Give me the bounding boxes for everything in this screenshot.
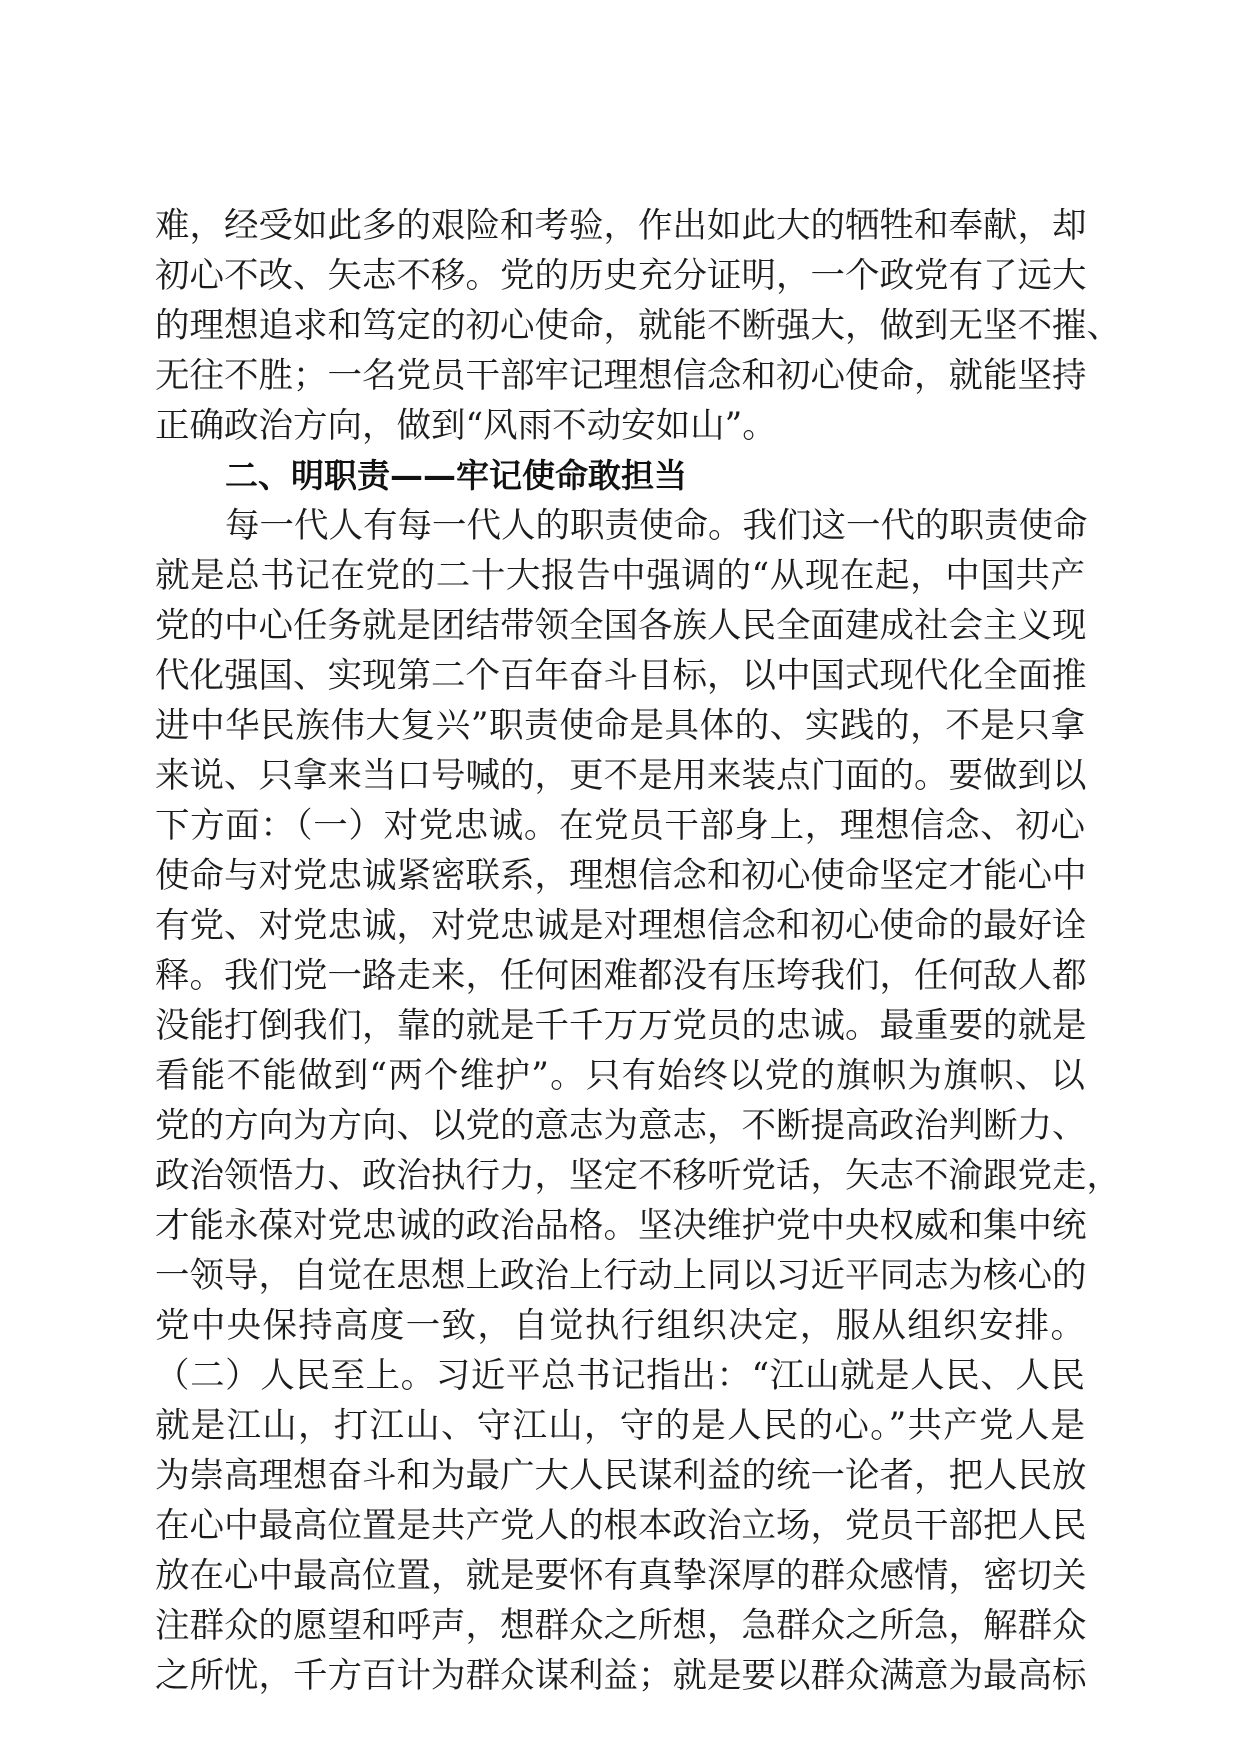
para2-line-22: 放在心中最高位置，就是要怀有真挚深厚的群众感情，密切关 (155, 1556, 1087, 1596)
para1-line-3: 的理想追求和笃定的初心使命，就能不断强大，做到无坚不摧、 (155, 306, 1121, 346)
para2-line-23: 注群众的愿望和呼声，想群众之所想，急群众之所急，解群众 (155, 1606, 1087, 1646)
para2-line-19: 就是江山，打江山、守江山，守的是人民的心。”共产党人是 (155, 1406, 1085, 1446)
para2-line-21: 在心中最高位置是共产党人的根本政治立场，党员干部把人民 (155, 1506, 1087, 1546)
para2-line-7: 下方面：（一）对党忠诚。在党员干部身上，理想信念、初心 (155, 806, 1085, 846)
para2-line-4: 代化强国、实现第二个百年奋斗目标，以中国式现代化全面推 (155, 656, 1087, 696)
para2-line-12: 看能不能做到“两个维护”。只有始终以党的旗帜为旗帜、以 (155, 1056, 1085, 1096)
para2-line-11: 没能打倒我们，靠的就是千千万万党员的忠诚。最重要的就是 (155, 1006, 1087, 1046)
para1-line-5: 正确政治方向，做到“风雨不动安如山”。 (155, 406, 777, 446)
para2-line-10: 释。我们党一路走来，任何困难都没有压垮我们，任何敌人都 (155, 956, 1087, 996)
para2-line-3: 党的中心任务就是团结带领全国各族人民全面建成社会主义现 (155, 606, 1087, 646)
section-heading: 二、明职责——牢记使命敢担当 (225, 456, 687, 495)
para2-line-13: 党的方向为方向、以党的意志为意志，不断提高政治判断力、 (155, 1106, 1087, 1146)
para2-line-9: 有党、对党忠诚，对党忠诚是对理想信念和初心使命的最好诠 (155, 906, 1087, 946)
para2-line-15: 才能永葆对党忠诚的政治品格。坚决维护党中央权威和集中统 (155, 1206, 1087, 1246)
para1-line-1: 难，经受如此多的艰险和考验，作出如此大的牺牲和奉献，却 (155, 206, 1087, 246)
para1-line-2: 初心不改、矢志不移。党的历史充分证明，一个政党有了远大 (155, 256, 1087, 296)
para2-line-24: 之所忧，千方百计为群众谋利益；就是要以群众满意为最高标 (155, 1656, 1087, 1696)
para2-line-6: 来说、只拿来当口号喊的，更不是用来装点门面的。要做到以 (155, 756, 1087, 796)
para2-line-16: 一领导，自觉在思想上政治上行动上同以习近平同志为核心的 (155, 1256, 1087, 1296)
para2-line-2: 就是总书记在党的二十大报告中强调的“从现在起，中国共产 (155, 556, 1085, 596)
para1-line-4: 无往不胜；一名党员干部牢记理想信念和初心使命，就能坚持 (155, 356, 1087, 396)
para2-line-1: 每一代人有每一代人的职责使命。我们这一代的职责使命 (225, 506, 1088, 546)
para2-line-8: 使命与对党忠诚紧密联系，理想信念和初心使命坚定才能心中 (155, 856, 1087, 896)
para2-line-14: 政治领悟力、政治执行力，坚定不移听党话，矢志不渝跟党走， (155, 1156, 1121, 1196)
para2-line-17: 党中央保持高度一致，自觉执行组织决定，服从组织安排。 (155, 1306, 1085, 1346)
para2-line-20: 为崇高理想奋斗和为最广大人民谋利益的统一论者，把人民放 (155, 1456, 1087, 1496)
para2-line-18: （二）人民至上。习近平总书记指出：“江山就是人民、人民 (155, 1356, 1085, 1396)
para2-line-5: 进中华民族伟大复兴”职责使命是具体的、实践的，不是只拿 (155, 706, 1085, 746)
